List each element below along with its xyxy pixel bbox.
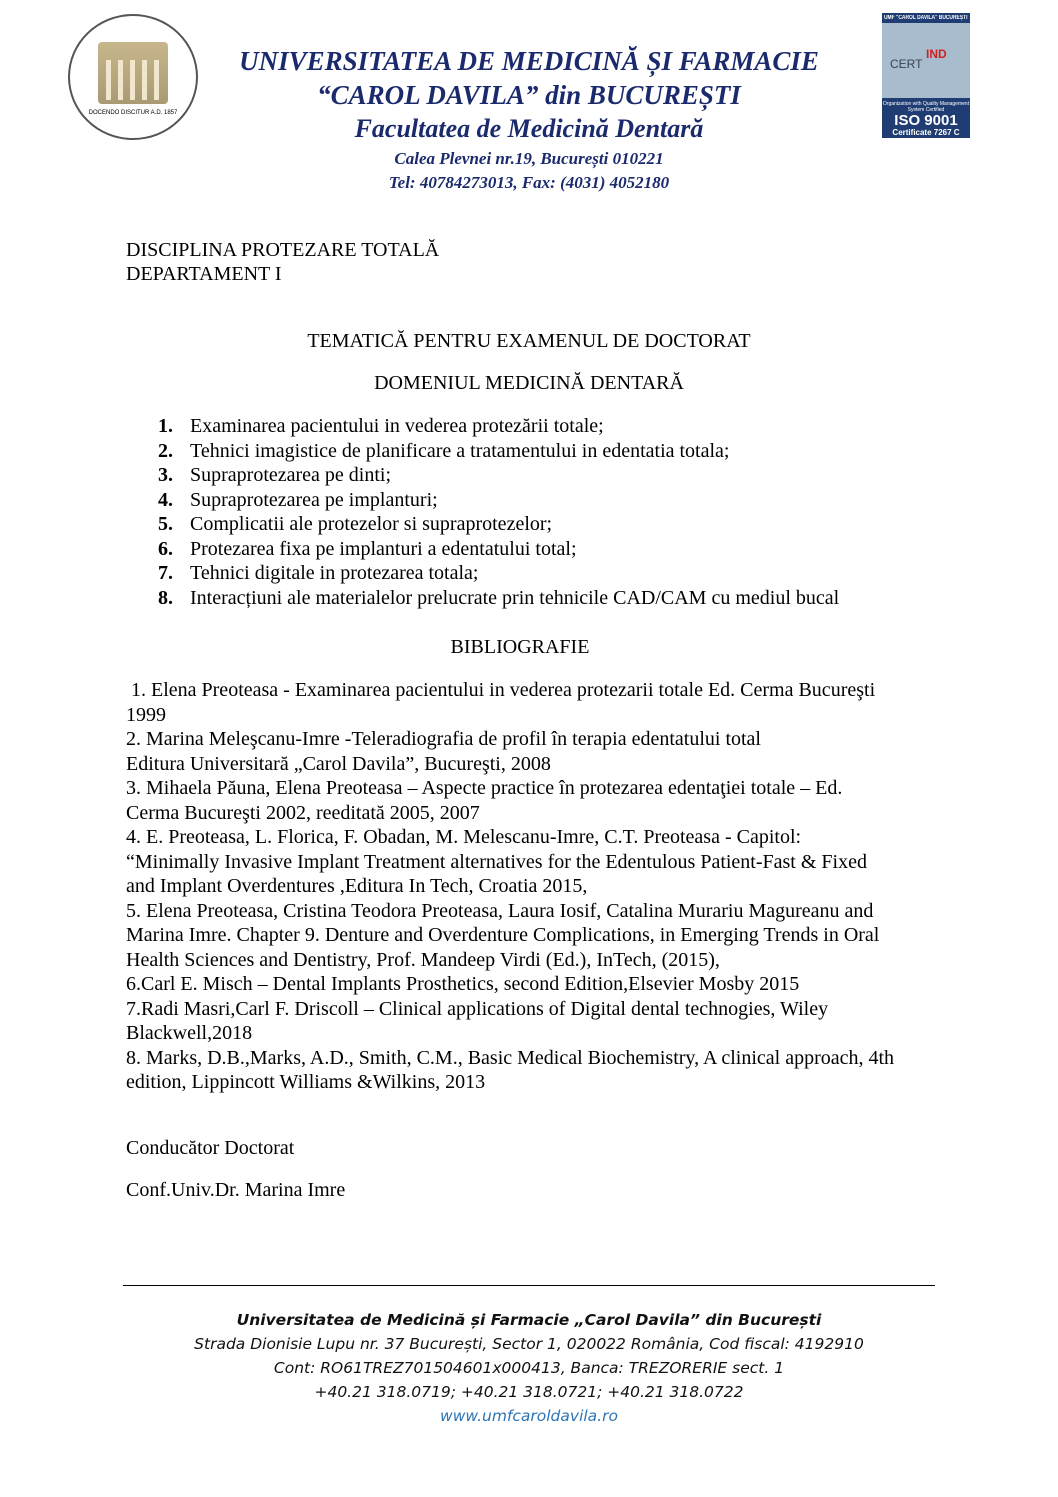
list-number: 1. [158,415,173,437]
bibliography-line: Marina Imre. Chapter 9. Denture and Overdenture Complications, in Emerging Trends in Oral [126,924,880,946]
discipline: DISCIPLINA PROTEZARE TOTALĂ [126,239,440,261]
list-text: Protezarea fixa pe implanturi a edentatului total; [190,537,577,560]
list-text: Tehnici imagistice de planificare a tratamentului in edentatia totala; [190,439,730,462]
list-item [158,537,839,562]
list-number: 3. [158,464,173,486]
header-university: UNIVERSITATEA DE MEDICINĂ ȘI FARMACIE [239,46,819,76]
header-address: Calea Plevnei nr.19, București 010221 [394,149,664,168]
bibliography-heading: BIBLIOGRAFIE [450,636,590,658]
list-text: Examinarea pacientului in vederea protezării totale; [190,415,604,437]
bibliography-line: 1999 [126,703,166,726]
list-item [158,488,839,513]
list-item [158,463,839,488]
bibliography-line: Editura Universitară „Carol Davila”, Bucureşti, 2008 [126,752,551,775]
seal-motto: DOCENDO DISCITUR A.D. 1857 [88,110,178,116]
certind-cert: CERT [890,57,923,71]
bibliography-line: 6.Carl E. Misch – Dental Implants Prosthetics, second Edition,Elsevier Mosby 2015 [126,973,800,995]
list-text: Complicatii ale protezelor si supraprotezelor; [190,513,553,535]
document-domain: DOMENIUL MEDICINĂ DENTARĂ [374,372,684,394]
iso-certification-badge [882,13,970,138]
list-item [158,439,839,464]
list-text: Supraprotezarea pe implanturi; [190,488,438,511]
signature-role: Conducător Doctorat [126,1137,295,1159]
certind-ind: IND [926,47,947,61]
iso-certificate: Certificate 7267 C [892,128,960,137]
footer-website-link[interactable]: www.umfcaroldavila.ro [440,1407,618,1425]
list-text: Tehnici digitale in protezarea totala; [190,562,479,584]
bibliography-list [126,678,894,1095]
header-faculty: Facultatea de Medicină Dentară [354,114,704,143]
footer-address: Strada Dionisie Lupu nr. 37 București, Sector 1, 020022 România, Cod fiscal: 4192910 [194,1335,864,1353]
iso-top: UMF "CAROL DAVILA" BUCUREȘTI [884,15,968,21]
list-text: Supraprotezarea pe dinti; [190,464,392,486]
footer-bank: Cont: RO61TREZ701504601x000413, Banca: TREZORERIE sect. 1 [273,1359,785,1377]
list-number: 8. [158,586,173,609]
iso-top-bar [882,13,970,23]
bibliography-line: 4. E. Preoteasa, L. Florica, F. Obadan, M. Melescanu-Imre, C.T. Preoteasa - Capitol: [126,826,802,848]
bibliography-line: 7.Radi Masri,Carl F. Driscoll – Clinical applications of Digital dental technogies, Wiley [126,997,829,1020]
iso-org: Organization with Quality Management System Certified [882,101,970,113]
document-title: TEMATICĂ PENTRU EXAMENUL DE DOCTORAT [307,330,751,352]
list-text: Interacțiuni ale materialelor prelucrate prin tehnicile CAD/CAM cu mediul bucal [190,586,840,609]
list-item [158,414,839,439]
certind-logo [882,23,970,98]
iso-standard: ISO 9001 [894,112,958,129]
list-item [158,586,839,611]
bibliography-line: 8. Marks, D.B.,Marks, A.D., Smith, C.M., Basic Medical Biochemistry, A clinical approach, 4th [126,1046,895,1069]
building-image [98,42,168,104]
bibliography-line: edition, Lippincott Williams &Wilkins, 2013 [126,1071,486,1093]
list-item [158,561,839,586]
bibliography-line: “Minimally Invasive Implant Treatment alternatives for the Edentulous Patient-Fast & Fixed [126,850,867,873]
bibliography-line: Health Sciences and Dentistry, Prof. Mandeep Virdi (Ed.), InTech, (2015), [126,948,720,971]
bibliography-line: 5. Elena Preoteasa, Cristina Teodora Preoteasa, Laura Iosif, Catalina Murariu Magureanu and [126,899,874,922]
footer-divider [123,1285,935,1286]
list-number: 2. [158,439,173,462]
signature-name: Conf.Univ.Dr. Marina Imre [126,1179,346,1201]
list-number: 7. [158,562,173,584]
list-number: 5. [158,513,173,535]
topics-list [158,414,839,610]
list-number: 6. [158,537,173,560]
header-phone: Tel: 40784273013, Fax: (4031) 4052180 [388,173,670,192]
bibliography-line: 2. Marina Meleşcanu-Imre -Teleradiografia de profil în terapia edentatului total [126,728,761,750]
bibliography-line: Blackwell,2018 [126,1022,253,1044]
list-number: 4. [158,488,173,511]
bibliography-line: and Implant Overdentures ,Editura In Tech, Croatia 2015, [126,875,588,897]
bibliography-line: Cerma Bucureşti 2002, reeditată 2005, 2007 [126,801,480,824]
header-carol-davila: “CAROL DAVILA” din BUCUREȘTI [317,80,741,110]
bibliography-line: 1. Elena Preoteasa - Examinarea pacientului in vederea protezarii totale Ed. Cerma Bucureşti [126,679,876,701]
footer-university: Universitatea de Medicină și Farmacie „Carol Davila” din București [236,1311,822,1329]
footer-phones: +40.21 318.0719; +40.21 318.0721; +40.21 318.0722 [314,1383,744,1401]
university-seal-logo [68,14,198,140]
bibliography-line: 3. Mihaela Păuna, Elena Preoteasa – Aspecte practice în protezarea edentaţiei totale – Ed. [126,777,843,799]
department: DEPARTAMENT I [126,263,282,285]
list-item [158,512,839,537]
